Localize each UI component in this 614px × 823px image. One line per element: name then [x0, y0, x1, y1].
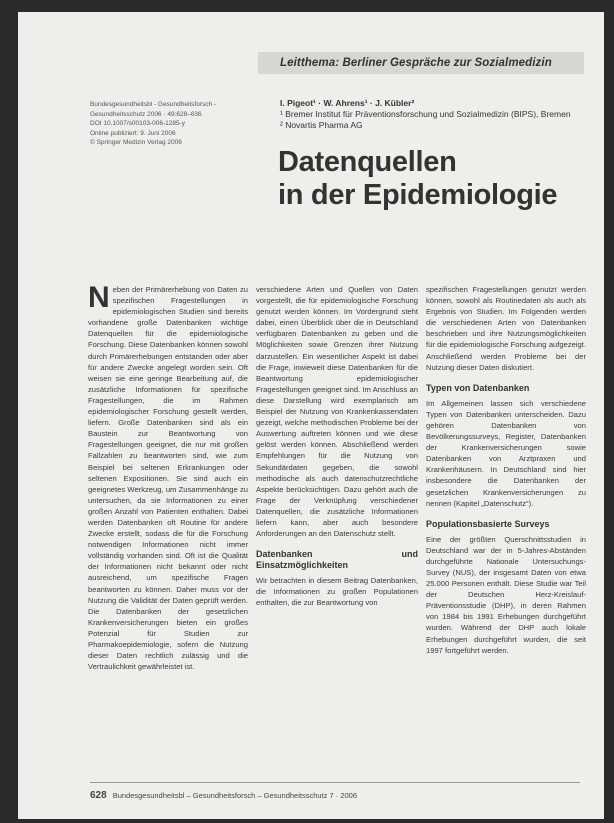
text-column-2	[256, 284, 418, 608]
body-text: eben der Primärerhebung von Daten zu spezifischen Fragestellungen in epidemiologischen Studien sind bereits vorhandene große Datenbanken wichtige Datenquellen für die epidemiologische Forschung. Diese Datenbanken können sowohl durch Primärerhebungen entstanden oder aber für andere Zwecke angelegt worden sein. Oft weisen sie eine geringe Bearbeitung auf, die zusätzliche Informationen für spezifische Fragestellungen, die im Rahmen epidemiologischer Forschung gestellt werden, liefern. Große Datenbanken sind als ein Baustein zur Beantwortung von Fragestellungen geeignet, die nur mit großen Fallzahlen zu beantworten sind, wie zum Beispiel bei seltenen Erkrankungen oder seltenen Expositionen. Sie sind auch ein geeignetes Werkzeug, um Zusammenhänge zu untersuchen, da sie Informationen zu einer großen Anzahl von Patienten enthalten. Dabei werden Datenbanken oft Routine für andere Zwecke erstellt, sodass die für die Forschung notwendigen Informationen nicht immer vollständig vorhanden sind. Oft ist die Qualität der Informationen nicht bekannt oder nicht ausreichend, um spezifische Fragen beantworten zu können. Daher muss vor der Nutzung die Validität der Daten geprüft werden. Die Datenbanken der gesetzlichen Krankenversicherungen bieten ein großes Potenzial für Studien zur Pharmakoepidemiologie, sofern die Nutzung dieser Daten rechtlich zulässig und die Vertraulichkeit gewährleistet ist.	[88, 285, 248, 672]
article-title	[278, 146, 557, 212]
journal-info-line: Online publiziert: 9. Juni 2006	[90, 129, 176, 137]
affiliation: ¹ Bremer Institut für Präventionsforschung und Sozialmedizin (BIPS), Bremen	[280, 109, 571, 119]
page-number: 628	[90, 790, 107, 801]
author-block	[280, 98, 580, 131]
text-column-3	[426, 284, 586, 656]
journal-info	[90, 100, 240, 148]
drop-cap: N	[88, 281, 110, 314]
paragraph: Im Allgemeinen lassen sich verschiedene Typen von Datenbanken unterscheiden. Dazu gehören Datenbanken von Bevölkerungssurveys, Register, Datenbanken der Krankenversicherungen sowie Datenbanken von Arztpraxen und Krankenhäusern. In Deutschland sind hier insbesondere die Datenbanken der gesetzlichen Krankenversicherungen zu nennen (Kapitel „Datenschutz“).	[426, 398, 586, 508]
paragraph: spezifischen Fragestellungen genutzt werden können, sowohl als Routinedaten als auch als Ergebnis von Studien. Im Folgenden werden die verschiedenen Arten von Datenbanken beschrieben und ihre Nutzungsmöglichkeiten für die epidemiologische Forschung aufgezeigt. Anschließend werden Probleme bei der Nutzung dieser Daten diskutiert.	[426, 285, 586, 372]
paragraph: Wir betrachten in diesem Beitrag Datenbanken, die Informationen zu großen Populationen enthalten, die zur Beantwortung von	[256, 576, 418, 608]
journal-info-line: © Springer Medizin Verlag 2006	[90, 139, 182, 146]
journal-page	[18, 12, 604, 819]
text-column-1	[88, 281, 248, 672]
section-theme: Leitthema: Berliner Gespräche zur Sozialmedizin	[280, 57, 552, 69]
section-heading: Datenbanken und Einsatzmöglichkeiten	[256, 549, 418, 571]
journal-info-line: Gesundheitsschutz 2006 · 49:628–636	[90, 110, 202, 118]
paragraph: Eine der größten Querschnittsstudien in Deutschland war der in 5-Jahres-Abständen durchgeführte Nationale Untersuchungs-Survey (NUS), der insgesamt Daten von etwa 25.000 Personen enthält. Diese Studie war Teil der Deutschen Herz-Kreislauf-Präventionsstudie (DHP), in deren Rahmen von 1984 bis 1991 Erhebungen durchgeführt wurden. Während der DHP auch lokale Erhebungen durchgeführt wurden, die seit 1997 fortgeführt werden.	[426, 534, 586, 655]
footer-divider	[90, 782, 580, 783]
paragraph	[88, 281, 248, 672]
journal-info-line: Bundesgesundheitsbl - Gesundheitsforsch -	[90, 101, 217, 108]
paragraph: verschiedene Arten und Quellen von Daten vorgestellt, die für epidemiologische Forschung genutzt werden können. Im Vordergrund steht dabei, einen Überblick über die in Deutschland verfügbaren Datenbanken zu geben und die Möglichkeiten sowie Grenzen ihrer Nutzung darzustellen. Ein wesentlicher Aspekt ist dabei die Frage, inwieweit diese Datenbanken für die Beantwortung epidemiologischer Fragestellungen geeignet sind. Im Anschluss an diese Darstellung wird exemplarisch am Beispiel der Nutzung von Krankenkassendaten gezeigt, welche methodischen Probleme bei der Auswertung auftreten können und wie diese gelöst werden können. Abschließend werden Empfehlungen für die Nutzung von Sekundärdaten gegeben, die sowohl methodische als auch datenschutzrechtliche Aspekte berücksichtigen. Dazu gehört auch die Frage der Verknüpfung verschiedener Datenquellen, die zusätzliche Informationen liefern kann, aber auch besondere Anforderungen an den Datenschutz stellt.	[256, 285, 418, 539]
page-footer	[90, 790, 357, 801]
footer-journal: Bundesgesundheitsbl – Gesundheitsforsch – Gesundheitsschutz 7 · 2006	[112, 791, 358, 800]
author-names: I. Pigeot¹ · W. Ahrens¹ · J. Kübler²	[280, 98, 415, 108]
section-heading: Typen von Datenbanken	[426, 382, 530, 393]
affiliation: ² Novartis Pharma AG	[280, 120, 363, 130]
journal-info-line: DOI 10.1007/s00103-006-1285-y	[90, 120, 186, 127]
section-heading: Populationsbasierte Surveys	[426, 518, 550, 529]
title-line: in der Epidemiologie	[278, 179, 558, 211]
title-line: Datenquellen	[278, 146, 457, 178]
